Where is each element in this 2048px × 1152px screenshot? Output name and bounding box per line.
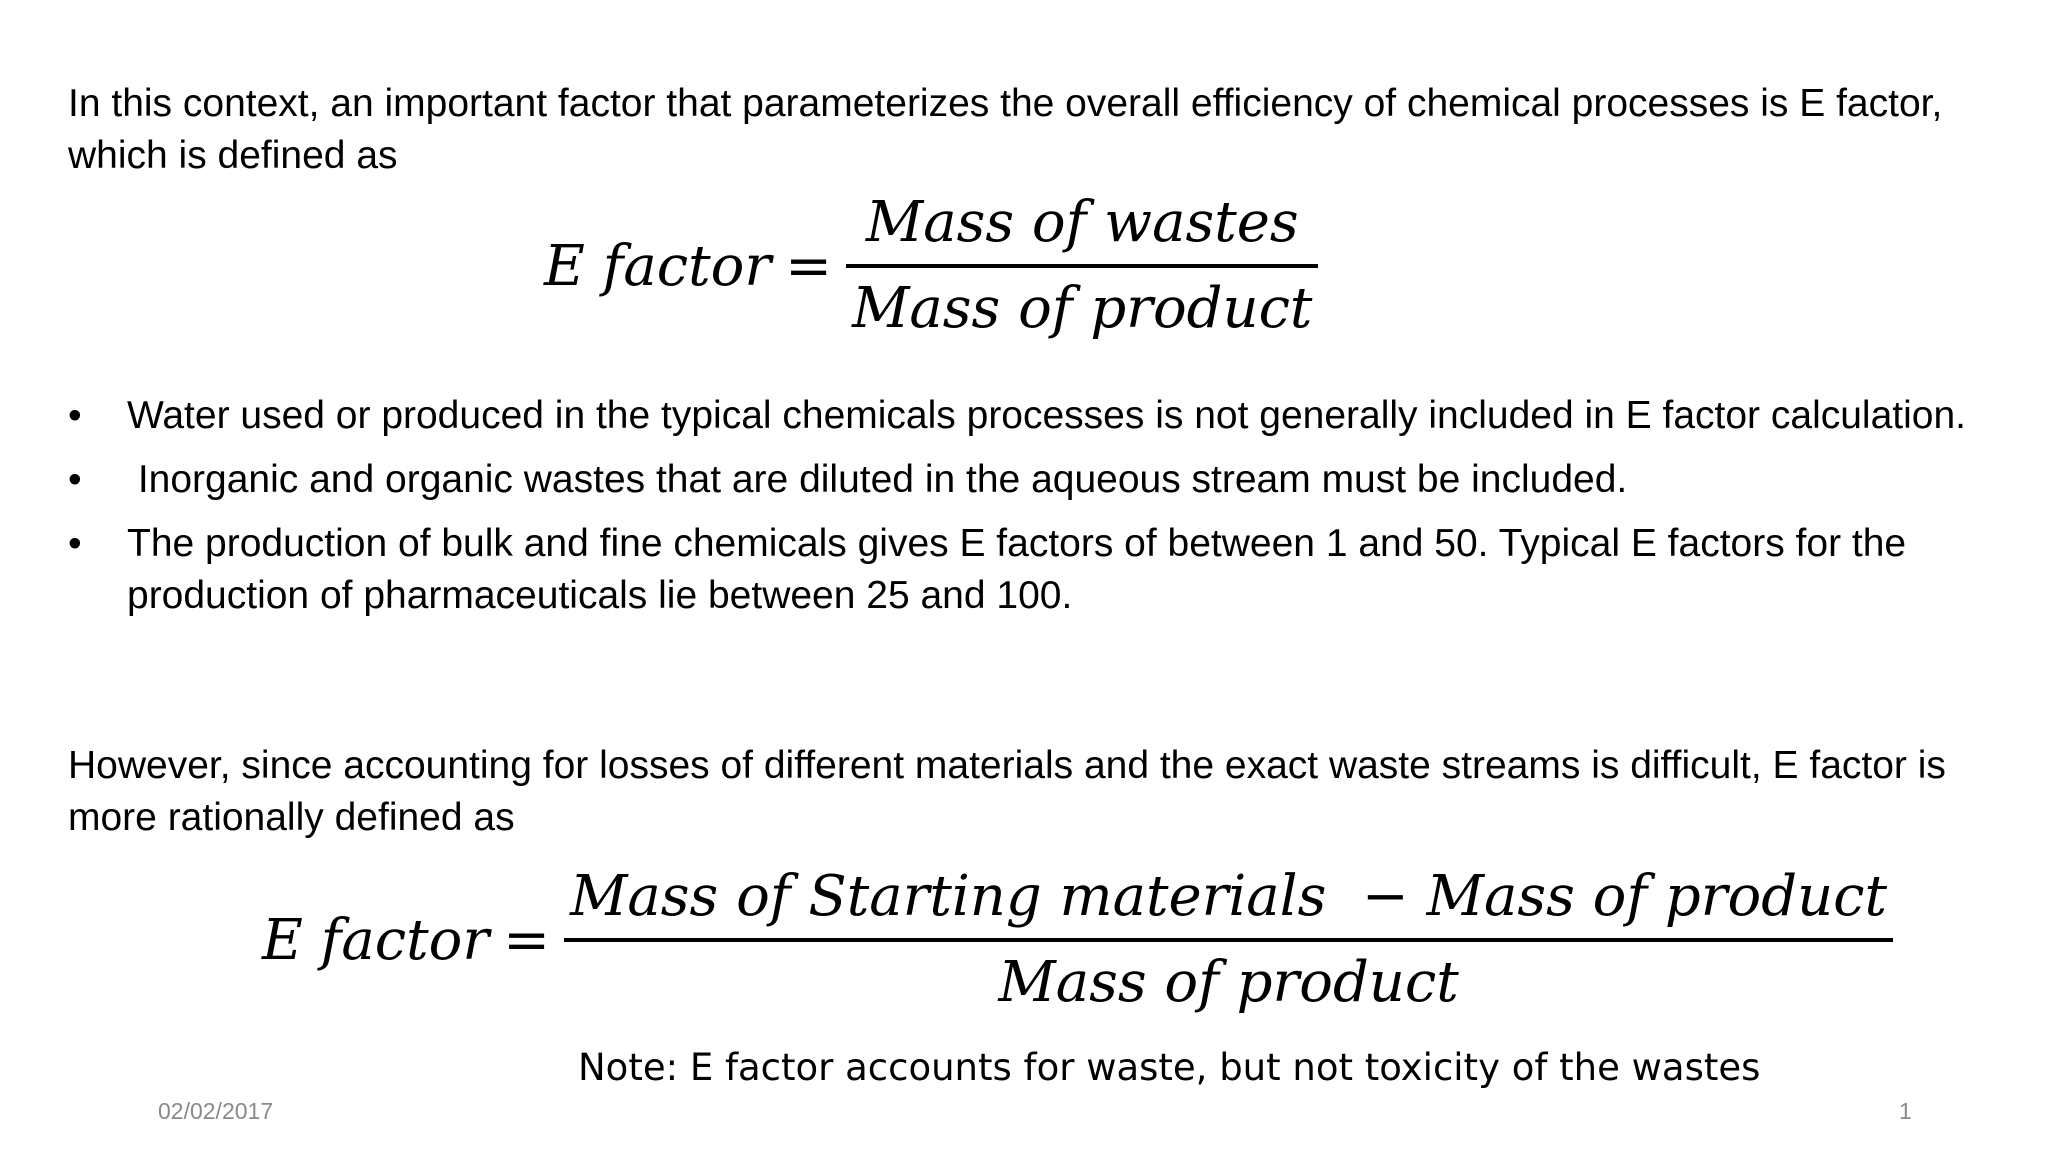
bullet-item <box>68 390 1988 442</box>
e-factor-equation-basic <box>544 188 1318 344</box>
however-paragraph: However, since accounting for losses of different materials and the exact waste streams is difficult, E factor is more rationally defined as <box>68 744 1946 839</box>
bullet-icon: • <box>68 458 82 501</box>
fraction-numerator: Mass of Starting materials − Mass of product <box>570 864 1888 929</box>
bullet-icon: • <box>68 522 82 565</box>
bullet-text: The production of bulk and fine chemicals gives E factors of between 1 and 50. Typical E factors for the production of pharmaceuticals lie between 25 and 100. <box>127 522 1907 617</box>
equals-sign: = <box>785 233 833 299</box>
footer-date: 02/02/2017 <box>158 1098 274 1124</box>
bullet-icon: • <box>68 394 82 437</box>
fraction <box>846 188 1318 344</box>
note-text: Note: E factor accounts for waste, but not toxicity of the wastes <box>578 1046 1761 1089</box>
equals-sign: = <box>503 907 551 973</box>
bullet-text: Inorganic and organic wastes that are diluted in the aqueous stream must be included. <box>127 458 1628 501</box>
bullet-list <box>68 390 1988 634</box>
bullet-text: Water used or produced in the typical chemicals processes is not generally included in E factor calculation. <box>127 394 1966 437</box>
page-number: 1 <box>1899 1098 1912 1124</box>
bullet-item <box>68 454 1988 506</box>
equation-lhs: E factor <box>544 233 772 299</box>
intro-paragraph: In this context, an important factor that parameterizes the overall efficiency of chemical processes is E factor, which is defined as <box>68 82 1943 177</box>
e-factor-equation-rational <box>262 862 1893 1018</box>
fraction-numerator: Mass of wastes <box>865 190 1299 255</box>
fraction-denominator: Mass of product <box>998 950 1459 1015</box>
bullet-item <box>68 518 1988 622</box>
equation-lhs: E factor <box>262 907 490 973</box>
fraction-denominator: Mass of product <box>852 276 1313 341</box>
fraction <box>564 862 1893 1018</box>
